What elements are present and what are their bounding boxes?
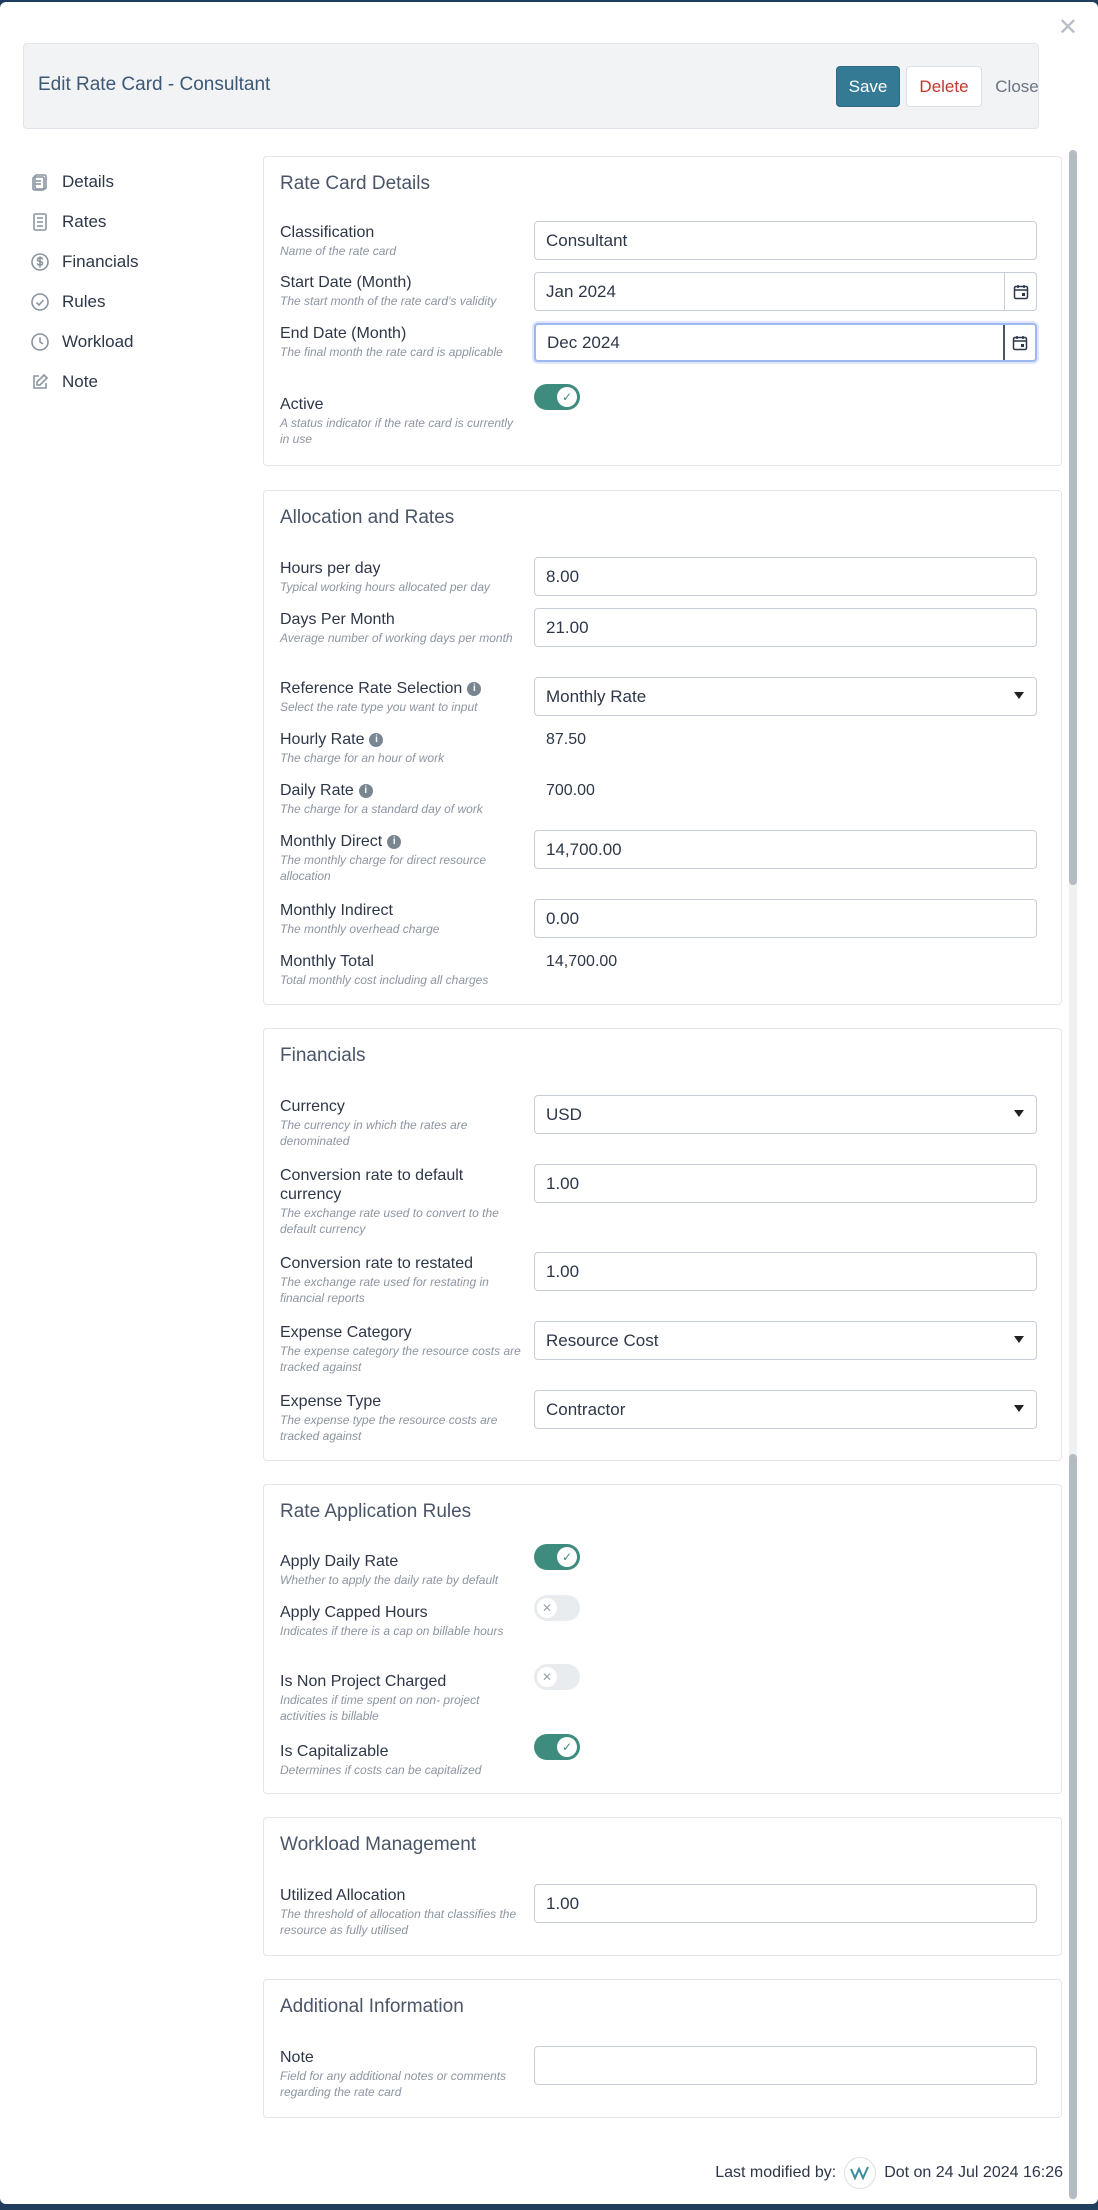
label-text: Monthly Direct bbox=[280, 833, 383, 850]
field-label: Expense Type bbox=[280, 1393, 382, 1410]
edit-rate-card-modal bbox=[0, 2, 1098, 2204]
field-note bbox=[280, 2048, 1050, 2100]
field-capitalizable bbox=[280, 1742, 1050, 1778]
info-icon[interactable]: i bbox=[369, 733, 383, 747]
currency-select[interactable] bbox=[534, 1095, 1037, 1134]
nav-item-label: Note bbox=[62, 372, 98, 391]
utilized-allocation-input[interactable] bbox=[534, 1884, 1037, 1923]
save-button[interactable]: Save bbox=[836, 66, 900, 107]
field-label: Apply Capped Hours bbox=[280, 1604, 428, 1621]
field-label bbox=[280, 730, 383, 749]
field-hint: Total monthly cost including all charges bbox=[280, 973, 489, 987]
monthly-indirect-input[interactable] bbox=[534, 899, 1037, 938]
conversion-default-input[interactable] bbox=[534, 1164, 1037, 1203]
select-value: Monthly Rate bbox=[546, 686, 647, 706]
nav-item-rules[interactable] bbox=[30, 282, 230, 322]
field-hint: The charge for a standard day of work bbox=[280, 802, 483, 816]
select-value: Contractor bbox=[546, 1399, 626, 1419]
close-button[interactable]: Close bbox=[995, 76, 1039, 96]
avatar bbox=[844, 2157, 876, 2189]
input-value: 1.00 bbox=[546, 1261, 580, 1281]
field-hint: Indicates if there is a cap on billable hours bbox=[280, 1624, 504, 1638]
field-label: Is Capitalizable bbox=[280, 1743, 389, 1760]
field-days-per-month bbox=[280, 610, 1050, 646]
field-hint: Indicates if time spent on non- project activities is billable bbox=[280, 1693, 480, 1723]
field-label: Active bbox=[280, 396, 324, 413]
start-date-input[interactable] bbox=[534, 272, 1037, 311]
field-classification bbox=[280, 223, 1050, 259]
field-label: Classification bbox=[280, 224, 375, 241]
classification-input[interactable] bbox=[534, 221, 1037, 260]
monthly-direct-input[interactable] bbox=[534, 830, 1037, 869]
hours-per-day-input[interactable] bbox=[534, 557, 1037, 596]
daily-rate-value: 700.00 bbox=[546, 782, 595, 799]
conversion-restated-input[interactable] bbox=[534, 1252, 1037, 1291]
field-hint: Name of the rate card bbox=[280, 244, 397, 258]
section-workload bbox=[263, 1817, 1062, 1956]
input-value: Consultant bbox=[546, 230, 628, 250]
calendar-icon[interactable] bbox=[1004, 273, 1036, 310]
field-hint: The monthly charge for direct resource allocation bbox=[280, 853, 487, 883]
section-nav bbox=[30, 162, 230, 402]
field-hint: The final month the rate card is applicable bbox=[280, 345, 503, 359]
field-hourly-rate bbox=[280, 730, 1050, 766]
dollar-icon bbox=[30, 252, 50, 272]
nav-item-label: Rules bbox=[62, 292, 106, 311]
section-title: Allocation and Rates bbox=[280, 507, 455, 528]
section-rate-card-details bbox=[263, 156, 1062, 466]
nav-item-note[interactable] bbox=[30, 362, 230, 402]
last-modified bbox=[715, 2157, 1063, 2189]
caret-down-icon bbox=[1014, 1336, 1024, 1343]
field-label: Monthly Total bbox=[280, 953, 374, 970]
info-icon[interactable]: i bbox=[359, 784, 373, 798]
modified-prefix: Last modified by: bbox=[715, 2164, 837, 2181]
calculator-icon bbox=[30, 212, 50, 232]
field-label: Note bbox=[280, 2049, 314, 2066]
modified-suffix: Dot on 24 Jul 2024 16:26 bbox=[884, 2164, 1063, 2181]
field-currency bbox=[280, 1097, 1050, 1149]
field-label: Hours per day bbox=[280, 560, 381, 577]
nav-item-label: Details bbox=[62, 172, 114, 191]
close-x-icon[interactable]: ✕ bbox=[1057, 14, 1078, 41]
field-label: Apply Daily Rate bbox=[280, 1553, 399, 1570]
field-daily-rate bbox=[280, 781, 1050, 817]
field-monthly-indirect bbox=[280, 901, 1050, 937]
expense-type-select[interactable] bbox=[534, 1390, 1037, 1429]
reference-rate-select[interactable] bbox=[534, 677, 1037, 716]
check-icon: ✓ bbox=[557, 1737, 577, 1757]
section-additional-info bbox=[263, 1979, 1062, 2118]
calendar-icon[interactable] bbox=[1003, 325, 1035, 360]
section-title: Financials bbox=[280, 1045, 366, 1066]
field-hint: The start month of the rate card's validity bbox=[280, 294, 497, 308]
label-text: Hourly Rate bbox=[280, 731, 365, 748]
field-apply-capped-hours bbox=[280, 1603, 1050, 1639]
days-per-month-input[interactable] bbox=[534, 608, 1037, 647]
section-title: Rate Card Details bbox=[280, 173, 430, 194]
info-icon[interactable]: i bbox=[467, 682, 481, 696]
modal-header bbox=[23, 43, 1039, 129]
capitalizable-toggle[interactable] bbox=[534, 1734, 580, 1760]
label-text: Daily Rate bbox=[280, 782, 354, 799]
field-expense-type bbox=[280, 1392, 1050, 1444]
field-apply-daily-rate bbox=[280, 1552, 1050, 1588]
nav-item-label: Financials bbox=[62, 252, 139, 271]
caret-down-icon bbox=[1014, 692, 1024, 699]
field-hint: The threshold of allocation that classifies the resource as fully utilised bbox=[280, 1907, 517, 1937]
nav-item-workload[interactable] bbox=[30, 322, 230, 362]
field-utilized-allocation bbox=[280, 1886, 1050, 1938]
field-hint: The charge for an hour of work bbox=[280, 751, 445, 765]
x-icon: ✕ bbox=[537, 1598, 557, 1618]
field-hint: Average number of working days per month bbox=[280, 631, 513, 645]
nav-item-label: Rates bbox=[62, 212, 107, 231]
nav-item-label: Workload bbox=[62, 332, 134, 351]
field-label: Conversion rate to default currency bbox=[280, 1167, 464, 1203]
caret-down-icon bbox=[1014, 1110, 1024, 1117]
caret-down-icon bbox=[1014, 1405, 1024, 1412]
field-label: Start Date (Month) bbox=[280, 274, 412, 291]
field-hint: Typical working hours allocated per day bbox=[280, 580, 490, 594]
label-text: Reference Rate Selection bbox=[280, 680, 463, 697]
field-hint: Determines if costs can be capitalized bbox=[280, 1763, 482, 1777]
expense-category-select[interactable] bbox=[534, 1321, 1037, 1360]
check-circle-icon bbox=[30, 292, 50, 312]
field-label: Is Non Project Charged bbox=[280, 1673, 447, 1690]
section-rate-rules bbox=[263, 1484, 1062, 1794]
nav-item-financials[interactable] bbox=[30, 242, 230, 282]
modal-title: Edit Rate Card - Consultant bbox=[38, 74, 271, 95]
section-title: Additional Information bbox=[280, 1996, 464, 2017]
input-value: 8.00 bbox=[546, 566, 580, 586]
field-non-project-charged bbox=[280, 1672, 1050, 1724]
input-value: 0.00 bbox=[546, 908, 580, 928]
field-hint: The currency in which the rates are denominated bbox=[280, 1118, 468, 1148]
field-hours-per-day bbox=[280, 559, 1050, 595]
field-label: Currency bbox=[280, 1098, 345, 1115]
field-conv-default bbox=[280, 1166, 1050, 1237]
nav-item-details[interactable] bbox=[30, 162, 230, 202]
input-value: 1.00 bbox=[546, 1893, 580, 1913]
field-label: Days Per Month bbox=[280, 611, 395, 628]
input-value: 21.00 bbox=[546, 617, 589, 637]
field-end-date bbox=[280, 324, 1050, 360]
field-hint: Select the rate type you want to input bbox=[280, 700, 478, 714]
field-label bbox=[280, 679, 481, 698]
check-icon: ✓ bbox=[557, 387, 577, 407]
apply-daily-rate-toggle[interactable] bbox=[534, 1544, 580, 1570]
input-value: 1.00 bbox=[546, 1173, 580, 1193]
document-icon bbox=[30, 172, 50, 192]
field-active bbox=[280, 390, 1050, 447]
field-monthly-total bbox=[280, 952, 1050, 988]
hourly-rate-value: 87.50 bbox=[546, 731, 587, 748]
field-start-date bbox=[280, 273, 1050, 309]
non-project-charged-toggle[interactable] bbox=[534, 1664, 580, 1690]
field-reference-rate bbox=[280, 679, 1050, 715]
field-hint: A status indicator if the rate card is currently in use bbox=[280, 416, 513, 446]
field-conv-restated bbox=[280, 1254, 1050, 1306]
clock-icon bbox=[30, 332, 50, 352]
field-hint: The expense category the resource costs are tracked against bbox=[280, 1344, 521, 1374]
field-label: Expense Category bbox=[280, 1324, 412, 1341]
input-value: Jan 2024 bbox=[546, 281, 616, 301]
select-value: Resource Cost bbox=[546, 1330, 659, 1350]
field-hint: The exchange rate used to convert to the default currency bbox=[280, 1206, 499, 1236]
field-expense-category bbox=[280, 1323, 1050, 1375]
section-allocation-rates bbox=[263, 490, 1062, 1005]
scrollbar-thumb-lower[interactable] bbox=[1069, 1454, 1077, 2199]
info-icon[interactable]: i bbox=[387, 835, 401, 849]
edit-icon bbox=[30, 372, 50, 392]
x-icon: ✕ bbox=[537, 1667, 557, 1687]
field-label bbox=[280, 832, 401, 851]
input-value: Dec 2024 bbox=[547, 332, 620, 352]
field-hint: The exchange rate used for restating in financial reports bbox=[280, 1275, 489, 1305]
apply-capped-hours-toggle[interactable] bbox=[534, 1595, 580, 1621]
field-label bbox=[280, 781, 373, 800]
section-title: Workload Management bbox=[280, 1834, 477, 1855]
nav-item-rates[interactable] bbox=[30, 202, 230, 242]
select-value: USD bbox=[546, 1104, 582, 1124]
field-label: Conversion rate to restated bbox=[280, 1255, 473, 1272]
field-label: Monthly Indirect bbox=[280, 902, 393, 919]
section-financials bbox=[263, 1028, 1062, 1461]
field-label: Utilized Allocation bbox=[280, 1887, 406, 1904]
note-input[interactable] bbox=[534, 2046, 1037, 2085]
input-value: 14,700.00 bbox=[546, 839, 622, 859]
field-hint: The monthly overhead charge bbox=[280, 922, 440, 936]
field-label: End Date (Month) bbox=[280, 325, 407, 342]
field-hint: Whether to apply the daily rate by default bbox=[280, 1573, 499, 1587]
field-monthly-direct bbox=[280, 832, 1050, 884]
field-hint: Field for any additional notes or comments regarding the rate card bbox=[280, 2069, 507, 2099]
delete-button[interactable]: Delete bbox=[906, 66, 982, 107]
monthly-total-value: 14,700.00 bbox=[546, 953, 618, 970]
active-toggle[interactable] bbox=[534, 384, 580, 410]
section-title: Rate Application Rules bbox=[280, 1501, 472, 1522]
check-icon: ✓ bbox=[557, 1547, 577, 1567]
field-hint: The expense type the resource costs are tracked against bbox=[280, 1413, 498, 1443]
end-date-input[interactable] bbox=[534, 323, 1037, 362]
scrollbar-thumb[interactable] bbox=[1069, 150, 1077, 885]
